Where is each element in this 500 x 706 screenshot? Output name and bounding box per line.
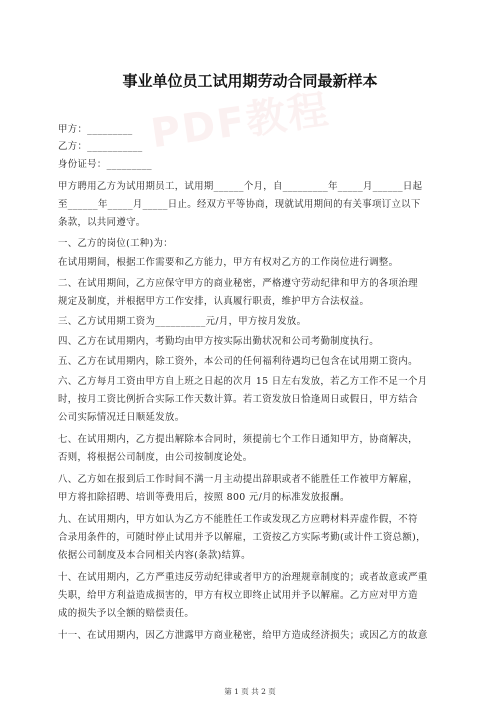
body-line: 甲方将扣除招聘、培训等费用后，按照 800 元/月的标准发放报酬。 — [58, 492, 350, 503]
body-line: 成的损失予以全额的赔偿责任。 — [58, 608, 195, 619]
party-a-line: 甲方：_________ — [58, 124, 133, 135]
body-line: 至______年_____月_____日止。经双方平等协商，现就试用期间的有关事项订立以下 — [58, 199, 421, 210]
body-line: 合录用条件的，可随时停止试用并予以解雇，工资按乙方实际考勤(或计件工资总额)， — [58, 532, 426, 543]
clause-line: 六、乙方每月工资由甲方自上班之日起的次月 15 日左右发放，若乙方工作不足一个月 — [58, 376, 428, 387]
body-line: 公司实际情况迁日顺延发放。 — [58, 412, 185, 423]
clause-line: 十一、在试用期内，因乙方泄露甲方商业秘密，给甲方造成经济损失；或因乙方的故意 — [58, 630, 428, 641]
clause-line: 三、乙方试用期工资为__________元/月，甲方按月发放。 — [58, 316, 307, 327]
clause-line: 十、在试用期内，乙方严重违反劳动纪律或者甲方的治理规章制度的；或者故意或严重 — [58, 572, 428, 583]
body-line: 规定及制度，并根据甲方工作安排，认真履行职责，维护甲方合法权益。 — [58, 296, 370, 307]
body-line: 否则，将根据公司制度，由公司按制度论处。 — [58, 452, 253, 463]
body-line: 失职，给甲方利益造成损害的，甲方有权立即终止试用并予以解雇。乙方应对甲方造 — [58, 590, 418, 601]
clause-line: 九、在试用期内，甲方如认为乙方不能胜任工作或发现乙方应聘材料弄虚作假，不符 — [58, 514, 418, 525]
body-line: 甲方聘用乙方为试用期员工，试用期______个月，自_________年_____月______日起 — [58, 181, 423, 192]
clause-heading: 一、乙方的岗位(工种)为： — [58, 238, 173, 249]
party-b-line: 乙方：___________ — [58, 141, 143, 152]
watermark: PDF教程 — [148, 86, 333, 158]
id-number-line: 身份证号：_________ — [58, 159, 152, 170]
clause-line: 八、乙方如在报到后工作时间不满一月主动提出辞职或者不能胜任工作被甲方解雇， — [58, 474, 418, 485]
clause-line: 五、乙方在试用期内，除工资外，本公司的任何福利待遇均已包含在试用期工资内。 — [58, 356, 418, 367]
body-line: 条款，以共同遵守。 — [58, 217, 146, 228]
body-line: 依据公司制度及本合同相关内容(条款)结算。 — [58, 550, 251, 561]
document-title: 事业单位员工试用期劳动合同最新样本 — [122, 72, 378, 90]
page-footer: 第 1 页 共 2 页 — [224, 687, 276, 696]
clause-line: 二、在试用期间，乙方应保守甲方的商业秘密，严格遵守劳动纪律和甲方的各项治理 — [58, 278, 418, 289]
clause-line: 四、乙方在试用期内，考勤均由甲方按实际出勤状况和公司考勤制度执行。 — [58, 336, 379, 347]
body-line: 在试用期间，根据工作需要和乙方能力，甲方有权对乙方的工作岗位进行调整。 — [58, 257, 399, 268]
clause-line: 七、在试用期内，乙方提出解除本合同时，须提前七个工作日通知甲方，协商解决， — [58, 434, 418, 445]
body-line: 时，按月工资比例折合实际工作天数计算。若工资发放日恰逢周日或假日，甲方结合 — [58, 394, 418, 405]
